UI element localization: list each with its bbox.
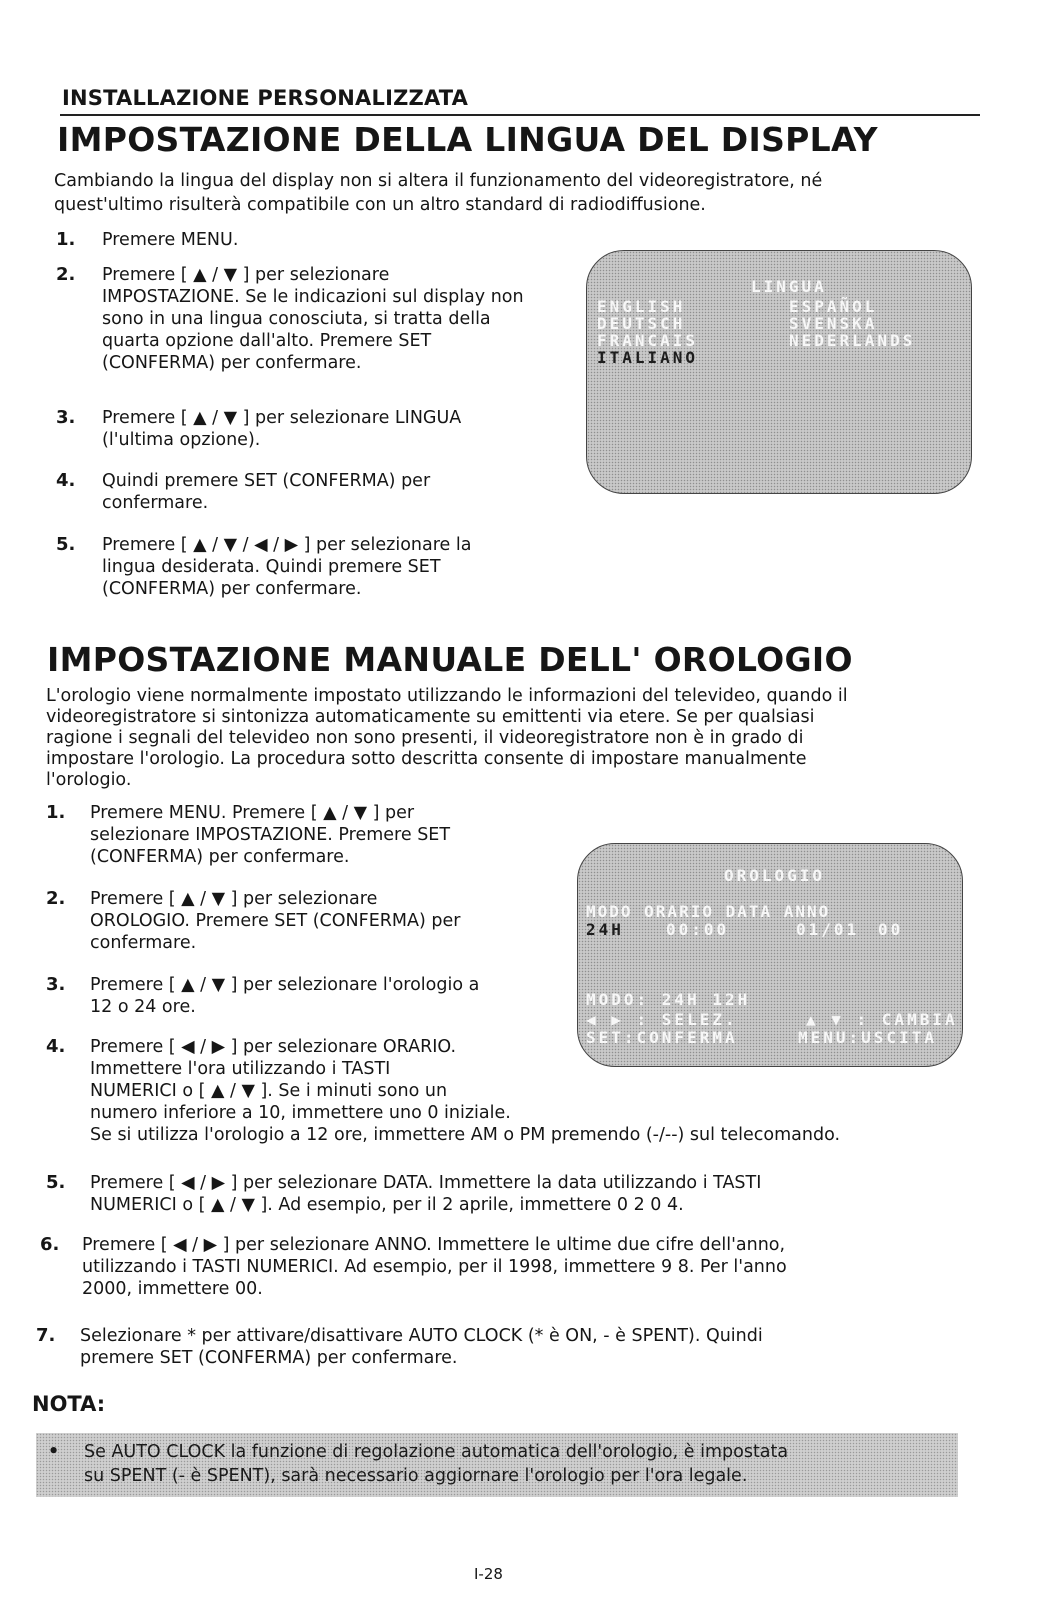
step-text: (CONFERMA) per confermare.: [102, 353, 362, 373]
step-text: confermare.: [90, 933, 197, 953]
step-number: 2.: [56, 264, 76, 285]
step-text: 12 o 24 ore.: [90, 997, 196, 1017]
osd-title: OROLOGIO: [724, 866, 826, 885]
step-text: Premere [ ▲ / ▼ / ◀ / ▶ ] per selezionare la: [102, 535, 472, 555]
clock-step-3: [46, 974, 480, 1017]
osd-lang-italiano: ITALIANO: [597, 348, 699, 367]
step-text: (CONFERMA) per confermare.: [90, 847, 350, 867]
step-number: 4.: [46, 1036, 66, 1057]
osd-lang-english: ENGLISH: [597, 297, 686, 316]
step-number: 5.: [56, 534, 76, 555]
step-text: quarta opzione dall'alto. Premere SET: [102, 331, 432, 351]
osd-year-value: 00: [878, 920, 904, 939]
step-text: numero inferiore a 10, immettere uno 0 iniziale.: [90, 1103, 511, 1123]
clock-step-1: [46, 802, 451, 867]
osd-lang-svenska: SVENSKA: [789, 314, 878, 333]
section-kicker: INSTALLAZIONE PERSONALIZZATA: [62, 86, 469, 110]
note-title: NOTA:: [32, 1392, 106, 1416]
step-text: Premere [ ▲ / ▼ ] per selezionare: [102, 265, 390, 285]
step-text: Premere [ ◀ / ▶ ] per selezionare ORARIO.: [90, 1037, 457, 1057]
clock-step-7: [36, 1325, 763, 1368]
osd-title: LINGUA: [751, 277, 827, 296]
step-text: Premere [ ◀ / ▶ ] per selezionare ANNO. Immettere le ultime due cifre dell'anno,: [82, 1235, 786, 1255]
osd-time-value: 00:00: [666, 920, 730, 939]
clock-osd-screen: [577, 843, 963, 1067]
osd-clock-header: MODO ORARIO DATA ANNO: [586, 902, 831, 921]
step-text: 2000, immettere 00.: [82, 1279, 263, 1299]
step-text: confermare.: [102, 493, 209, 513]
step-text: NUMERICI o [ ▲ / ▼ ]. Se i minuti sono un: [90, 1081, 448, 1101]
step-text: Premere [ ◀ / ▶ ] per selezionare DATA. Immettere la data utilizzando i TASTI: [90, 1173, 762, 1193]
step-text: Se si utilizza l'orologio a 12 ore, immettere AM o PM premendo (-/--) sul telecomando.: [90, 1125, 841, 1145]
osd-lang-francais: FRANCAIS: [597, 331, 699, 350]
step-text: selezionare IMPOSTAZIONE. Premere SET: [90, 825, 451, 845]
note-line-1: Se AUTO CLOCK la funzione di regolazione automatica dell'orologio, è impostata: [84, 1442, 789, 1462]
intro-line: ragione i segnali del televideo non sono presenti, il videoregistratore non è in grado di: [46, 728, 804, 748]
note-box: [36, 1433, 958, 1497]
lang-step-5: [56, 534, 472, 599]
osd-lang-nederlands: NEDERLANDS: [789, 331, 916, 350]
osd-hint-exit: MENU:USCITA: [798, 1028, 937, 1047]
step-number: 7.: [36, 1325, 56, 1346]
step-number: 4.: [56, 470, 76, 491]
language-osd-screen: [586, 250, 972, 494]
osd-mode-line: MODO: 24H 12H: [586, 990, 751, 1009]
clock-step-2: [46, 888, 461, 953]
step-text: premere SET (CONFERMA) per confermare.: [80, 1348, 458, 1368]
step-text: sono in una lingua conosciuta, si tratta della: [102, 309, 491, 329]
intro-line: l'orologio.: [46, 770, 132, 790]
page-number: I-28: [474, 1565, 503, 1583]
step-number: 2.: [46, 888, 66, 909]
osd-hint-select: ◀ ▶ : SELEZ.: [586, 1010, 738, 1029]
step-text: (l'ultima opzione).: [102, 430, 261, 450]
lang-step-4: [56, 470, 431, 513]
step-text: OROLOGIO. Premere SET (CONFERMA) per: [90, 911, 461, 931]
step-text: utilizzando i TASTI NUMERICI. Ad esempio, per il 1998, immettere 9 8. Per l'anno: [82, 1257, 787, 1277]
step-text: NUMERICI o [ ▲ / ▼ ]. Ad esempio, per il 2 aprile, immettere 0 2 0 4.: [90, 1195, 684, 1215]
intro-clock: [46, 686, 976, 791]
step-text: Premere [ ▲ / ▼ ] per selezionare: [90, 889, 378, 909]
step-text: Premere [ ▲ / ▼ ] per selezionare l'orologio a: [90, 975, 480, 995]
intro-line: impostare l'orologio. La procedura sotto descritta consente di impostare manualmente: [46, 749, 807, 769]
title-language: IMPOSTAZIONE DELLA LINGUA DEL DISPLAY: [57, 120, 878, 159]
step-text: (CONFERMA) per confermare.: [102, 579, 362, 599]
osd-hint-change: ▲ ▼ : CAMBIA: [806, 1010, 958, 1029]
intro-language-1: Cambiando la lingua del display non si altera il funzionamento del videoregistratore, né: [54, 171, 823, 191]
intro-language-2: quest'ultimo risulterà compatibile con un altro standard di radiodiffusione.: [54, 195, 706, 215]
step-number: 3.: [46, 974, 66, 995]
step-text: Quindi premere SET (CONFERMA) per: [102, 471, 431, 491]
clock-step-5: [46, 1172, 762, 1215]
note-line-2: su SPENT (- è SPENT), sarà necessario aggiornare l'orologio per l'ora legale.: [84, 1466, 748, 1486]
lang-step-3: [56, 407, 462, 450]
osd-lang-deutsch: DEUTSCH: [597, 314, 686, 333]
step-number: 5.: [46, 1172, 66, 1193]
clock-step-6: [40, 1234, 787, 1299]
step-number: 6.: [40, 1234, 60, 1255]
step-text: Immettere l'ora utilizzando i TASTI: [90, 1059, 391, 1079]
step-text: Selezionare * per attivare/disattivare AUTO CLOCK (* è ON, - è SPENT). Quindi: [80, 1326, 763, 1346]
lang-step-2: [56, 264, 524, 373]
step-number: 1.: [46, 802, 66, 823]
step-text: Premere MENU.: [102, 230, 239, 250]
step-text: Premere MENU. Premere [ ▲ / ▼ ] per: [90, 803, 415, 823]
title-clock: IMPOSTAZIONE MANUALE DELL' OROLOGIO: [47, 640, 853, 679]
osd-date-value: 01/01: [796, 920, 860, 939]
intro-line: videoregistratore si sintonizza automaticamente su emittenti via etere. Se per qualsiasi: [46, 707, 815, 727]
header-rule: [60, 114, 980, 116]
step-text: IMPOSTAZIONE. Se le indicazioni sul display non: [102, 287, 524, 307]
lang-step-1: [56, 229, 239, 251]
step-text: Premere [ ▲ / ▼ ] per selezionare LINGUA: [102, 408, 462, 428]
osd-hint-confirm: SET:CONFERMA: [586, 1028, 738, 1047]
step-number: 1.: [56, 229, 76, 250]
note-bullet: •: [48, 1442, 60, 1462]
intro-line: L'orologio viene normalmente impostato utilizzando le informazioni del televideo, quando il: [46, 686, 848, 706]
osd-lang-espanol: ESPAÑOL: [789, 297, 878, 316]
step-text: lingua desiderata. Quindi premere SET: [102, 557, 441, 577]
osd-mode-value: 24H: [586, 920, 624, 939]
step-number: 3.: [56, 407, 76, 428]
